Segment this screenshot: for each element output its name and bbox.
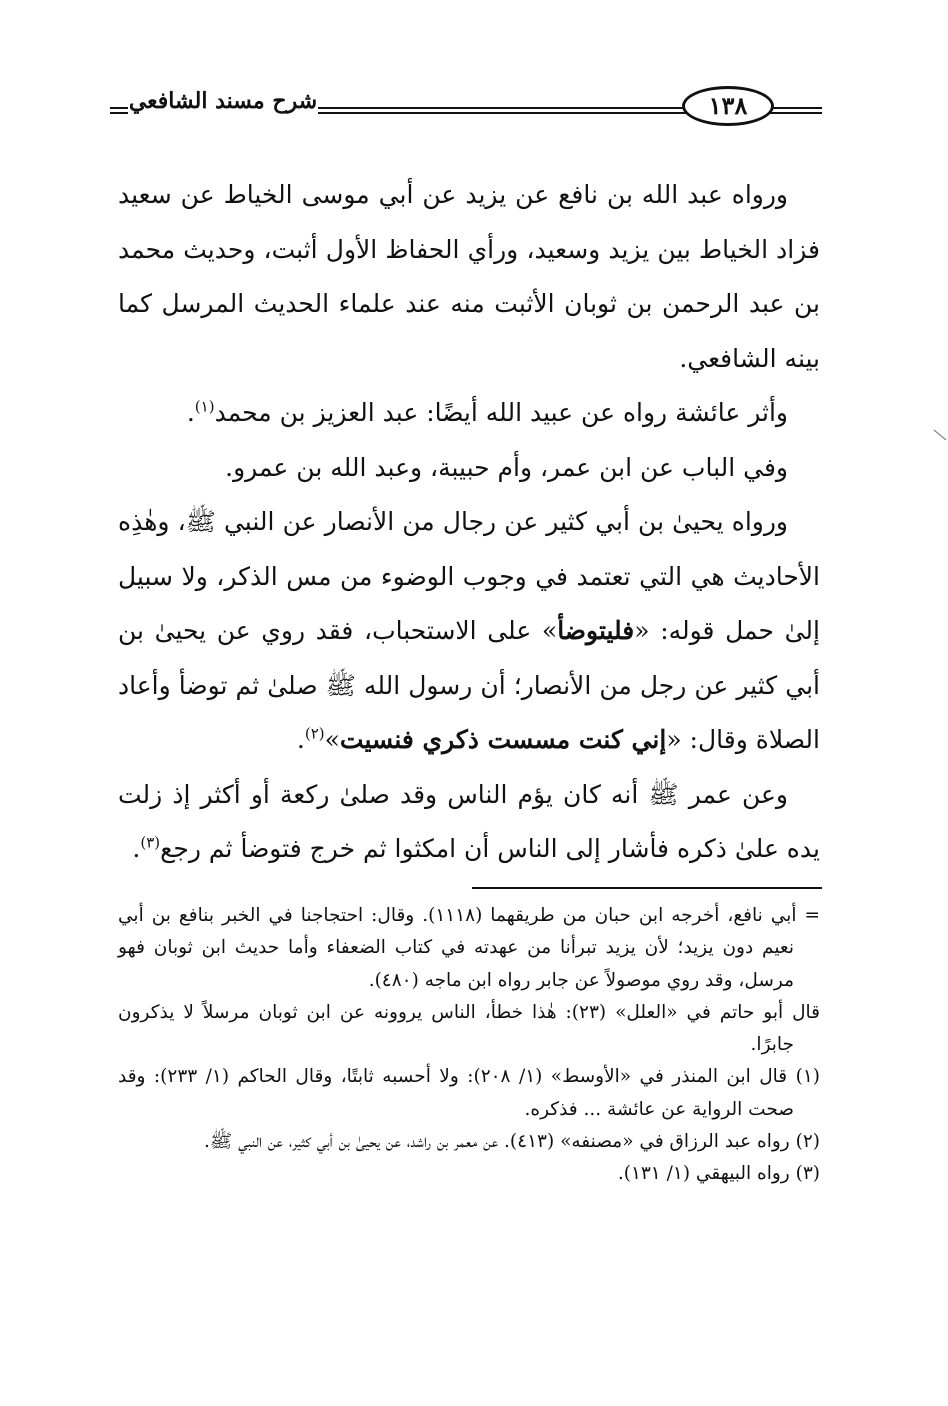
footnote-3: (٣) رواه البيهقي (١/ ١٣١). bbox=[617, 1163, 820, 1185]
paragraph-5-text: وعن عمر ﷺ أنه كان يؤم الناس وقد صلىٰ ركعة أو أكثر إذ زلت يده علىٰ ذكره فأشار إلى الناس أن امكثوا ثم خرج فتوضأ ثم رجع bbox=[118, 779, 820, 863]
page-number: ١٣٨ bbox=[682, 86, 774, 126]
paragraph-3: وفي الباب عن ابن عمر، وأم حبيبة، وعبد الله بن عمرو. bbox=[225, 452, 788, 482]
footnote-ref-1: (١) bbox=[194, 397, 215, 416]
paragraph-4 bbox=[118, 495, 820, 768]
paragraph-5-end: . bbox=[132, 834, 141, 863]
paragraph-4-end: . bbox=[296, 725, 305, 754]
hadith-quote-1: فليتوضأ bbox=[557, 616, 635, 645]
footnote-1: (١) قال ابن المنذر في «الأوسط» (١/ ٢٠٨): ولا أحسبه ثابتًا، وقال الحاكم (١/ ٢٣٣): وقد صحت الرواية عن عائشة ... فذكره. bbox=[118, 1066, 820, 1120]
scan-edge-mark bbox=[932, 428, 948, 444]
page-header bbox=[110, 80, 822, 136]
paragraph-4-a: ورواه يحيىٰ بن أبي كثير عن رجال من الأنصار عن النبي ﷺ، وهٰذِه الأحاديث هي التي تعتمد في وجوب الوضوء من مس الذكر، ولا سبيل إلىٰ حمل قوله: « bbox=[118, 507, 820, 645]
paragraph-2 bbox=[118, 386, 820, 441]
book-title: شرح مسند الشافعي bbox=[128, 88, 318, 114]
footnote-ref-3: (٣) bbox=[140, 833, 161, 852]
paragraph-1: ورواه عبد الله بن نافع عن يزيد عن أبي موسى الخياط عن سعيد فزاد الخياط بين يزيد وسعيد، ورأي الحفاظ الأول أثبت، وحديث محمد بن عبد الرحمن بن ثوبان الأثبت منه عند علماء الحديث المرسل كما بينه الشافعي. bbox=[118, 180, 820, 373]
footnote-separator bbox=[472, 887, 822, 889]
footnote-ref-2: (٢) bbox=[304, 724, 325, 743]
paragraph-4-c: » على الاستحباب، فقد روي عن يحيىٰ بن أبي كثير عن رجل من الأنصار؛ أن رسول الله ﷺ صلىٰ ثم توضأ وأعاد الصلاة وقال: « bbox=[118, 616, 820, 754]
footnote-2: (٢) رواه عبد الرزاق في «مصنفه» (٤١٣). عن معمر بن راشد، عن يحيىٰ بن أبي كثير، عن النبي ﷺ. bbox=[204, 1131, 820, 1153]
paragraph-5 bbox=[118, 768, 820, 877]
footnotes bbox=[118, 900, 820, 1191]
paragraph-2-end: . bbox=[186, 398, 195, 427]
paragraph-2-text: وأثر عائشة رواه عن عبيد الله أيضًا: عبد العزيز بن محمد bbox=[214, 398, 788, 427]
main-text bbox=[118, 168, 820, 877]
footnote-continued: = أبي نافع، أخرجه ابن حبان من طريقهما (١١١٨). وقال: احتجاجنا في الخبر بنافع بن أبي نعيم دون يزيد؛ لأن يزيد تبرأنا من عهدته في كتاب الضعفاء وأما حديث ابن ثوبان فهو مرسل، وقد روي موصولاً عن جابر رواه ابن ماجه (٤٨٠). bbox=[118, 905, 820, 991]
hadith-quote-2: إني كنت مسست ذكري فنسيت bbox=[339, 725, 667, 754]
footnote-continued-2: قال أبو حاتم في «العلل» (٢٣): هٰذا خطأ، الناس يروونه عن ابن ثوبان مرسلاً لا يذكرون جابرًا. bbox=[118, 1001, 820, 1056]
paragraph-4-e: » bbox=[324, 725, 340, 754]
